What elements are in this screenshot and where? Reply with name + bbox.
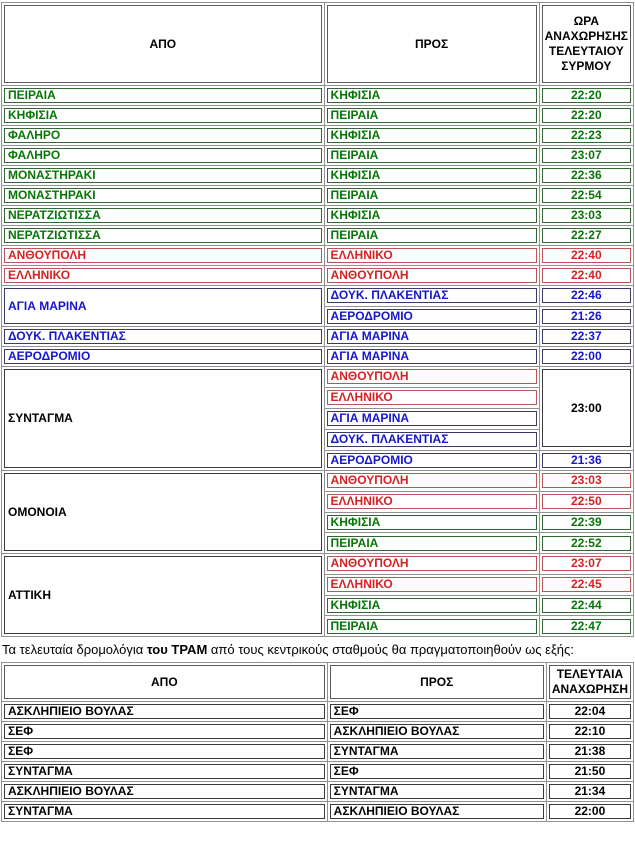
to-cell: [324, 367, 539, 388]
time-cell: [539, 206, 633, 226]
table-row: [2, 782, 634, 802]
departure-time-label: 22:44: [542, 598, 631, 613]
table-row: [2, 347, 634, 367]
to-station-label: ΑΓΙΑ ΜΑΡΙΝΑ: [327, 411, 537, 426]
from-station-label: ΣΕΦ: [4, 744, 325, 759]
to-station-label: ΔΟΥΚ. ΠΛΑΚΕΝΤΙΑΣ: [327, 288, 537, 303]
to-cell: [324, 554, 539, 575]
table-row: [2, 742, 634, 762]
time-cell: [546, 742, 633, 762]
to-cell: [324, 166, 539, 186]
from-cell: [2, 702, 328, 722]
to-cell: [327, 722, 546, 742]
departure-time-label: 22:04: [549, 704, 631, 719]
tram-note-prefix: Τα τελευταία δρομολόγια: [2, 642, 147, 657]
table-row: [2, 126, 634, 146]
departure-time-label: 23:00: [542, 369, 631, 447]
from-cell: [2, 742, 328, 762]
departure-time-label: 22:52: [542, 536, 631, 551]
to-cell: [324, 186, 539, 206]
to-cell: [324, 429, 539, 450]
departure-time-label: 21:34: [549, 784, 631, 799]
to-cell: [324, 471, 539, 492]
to-station-label: ΑΕΡΟΔΡΟΜΙΟ: [327, 309, 537, 324]
to-station-label: ΣΥΝΤΑΓΜΑ: [330, 744, 544, 759]
from-cell: [2, 186, 325, 206]
tram-last-departure-table: [1, 662, 634, 822]
departure-time-label: 22:20: [542, 108, 631, 123]
to-cell: [324, 266, 539, 286]
from-station-label: ΔΟΥΚ. ΠΛΑΚΕΝΤΙΑΣ: [4, 329, 322, 344]
column-header-label: ΠΡΟΣ: [330, 665, 544, 699]
departure-time-label: 22:45: [542, 577, 631, 592]
departure-time-label: 23:07: [542, 556, 631, 571]
departure-time-label: 23:03: [542, 208, 631, 223]
from-cell: [2, 762, 328, 782]
to-station-label: ΕΛΛΗΝΙΚΟ: [327, 390, 537, 405]
table-row: [2, 226, 634, 246]
time-cell: [539, 146, 633, 166]
from-station-label: ΦΑΛΗΡΟ: [4, 128, 322, 143]
from-cell: [2, 286, 325, 327]
to-station-label: ΣΥΝΤΑΓΜΑ: [330, 784, 544, 799]
to-station-label: ΠΕΙΡΑΙΑ: [327, 619, 537, 634]
to-station-label: ΚΗΦΙΣΙΑ: [327, 128, 537, 143]
table-row: [2, 166, 634, 186]
from-cell: [2, 471, 325, 554]
from-station-label: ΕΛΛΗΝΙΚΟ: [4, 268, 322, 283]
to-station-label: ΠΕΙΡΑΙΑ: [327, 148, 537, 163]
time-cell: [539, 286, 633, 307]
departure-time-label: 22:46: [542, 288, 631, 303]
departure-time-label: 22:39: [542, 515, 631, 530]
table-row: [2, 802, 634, 822]
from-station-label: ΣΥΝΤΑΓΜΑ: [4, 804, 325, 819]
departure-time-label: 22:27: [542, 228, 631, 243]
time-cell: [539, 306, 633, 327]
time-cell: [539, 327, 633, 347]
from-station-label: ΣΥΝΤΑΓΜΑ: [4, 369, 322, 468]
departure-time-label: 22:20: [542, 88, 631, 103]
to-cell: [324, 86, 539, 106]
to-station-label: ΑΣΚΛΗΠΙΕΙΟ ΒΟΥΛΑΣ: [330, 724, 544, 739]
time-cell: [539, 595, 633, 616]
table-row: [2, 206, 634, 226]
to-cell: [324, 595, 539, 616]
tram-note-suffix: από τους κεντρικούς σταθμούς θα πραγματοποιηθούν ως εξής:: [207, 642, 574, 657]
time-cell: [539, 450, 633, 470]
departure-time-label: 22:54: [542, 188, 631, 203]
from-station-label: ΜΟΝΑΣΤΗΡΑΚΙ: [4, 188, 322, 203]
tram_table-header-cell-0: [2, 663, 328, 702]
to-station-label: ΔΟΥΚ. ΠΛΑΚΕΝΤΙΑΣ: [327, 432, 537, 447]
time-cell: [539, 554, 633, 575]
to-station-label: ΠΕΙΡΑΙΑ: [327, 536, 537, 551]
to-cell: [324, 616, 539, 637]
from-cell: [2, 266, 325, 286]
tram-note-bold: του ΤΡΑΜ: [146, 642, 208, 657]
column-header-label: ΤΕΛΕΥΤΑΙΑ ΑΝΑΧΩΡΗΣΗ: [549, 665, 631, 699]
from-station-label: ΝΕΡΑΤΖΙΩΤΙΣΣΑ: [4, 208, 322, 223]
to-cell: [324, 387, 539, 408]
from-cell: [2, 554, 325, 637]
to-station-label: ΑΝΘΟΥΠΟΛΗ: [327, 369, 537, 384]
from-station-label: ΠΕΙΡΑΙΑ: [4, 88, 322, 103]
from-station-label: ΦΑΛΗΡΟ: [4, 148, 322, 163]
from-cell: [2, 86, 325, 106]
tram-timetable: [1, 662, 634, 822]
departure-time-label: 22:50: [542, 494, 631, 509]
to-cell: [324, 206, 539, 226]
time-cell: [539, 86, 633, 106]
to-station-label: ΑΣΚΛΗΠΙΕΙΟ ΒΟΥΛΑΣ: [330, 804, 544, 819]
to-cell: [324, 126, 539, 146]
from-station-label: ΑΕΡΟΔΡΟΜΙΟ: [4, 349, 322, 364]
from-cell: [2, 206, 325, 226]
column-header-label: ΑΠΟ: [4, 5, 322, 83]
from-station-label: ΑΣΚΛΗΠΙΕΙΟ ΒΟΥΛΑΣ: [4, 704, 325, 719]
to-station-label: ΑΝΘΟΥΠΟΛΗ: [327, 473, 537, 488]
to-station-label: ΕΛΛΗΝΙΚΟ: [327, 577, 537, 592]
time-cell: [539, 512, 633, 533]
metro-last-train-table: [1, 2, 634, 637]
from-station-label: ΝΕΡΑΤΖΙΩΤΙΣΣΑ: [4, 228, 322, 243]
table-row: [2, 367, 634, 388]
to-station-label: ΚΗΦΙΣΙΑ: [327, 598, 537, 613]
to-cell: [324, 246, 539, 266]
to-station-label: ΕΛΛΗΝΙΚΟ: [327, 248, 537, 263]
metro_table-header-cell-0: [2, 3, 325, 86]
to-cell: [324, 347, 539, 367]
time-cell: [539, 471, 633, 492]
to-station-label: ΑΓΙΑ ΜΑΡΙΝΑ: [327, 349, 537, 364]
to-station-label: ΚΗΦΙΣΙΑ: [327, 208, 537, 223]
table-row: [2, 266, 634, 286]
from-station-label: ΑΝΘΟΥΠΟΛΗ: [4, 248, 322, 263]
time-cell: [539, 126, 633, 146]
departure-time-label: 22:00: [549, 804, 631, 819]
tram_table-header-cell-1: [327, 663, 546, 702]
to-station-label: ΚΗΦΙΣΙΑ: [327, 88, 537, 103]
table-row: [2, 186, 634, 206]
tram_table-header-cell-2: [546, 663, 633, 702]
to-station-label: ΑΓΙΑ ΜΑΡΙΝΑ: [327, 329, 537, 344]
table-row: [2, 471, 634, 492]
metro_table-header-cell-2: [539, 3, 633, 86]
to-cell: [324, 512, 539, 533]
column-header-label: ΩΡΑ ΑΝΑΧΩΡΗΣΗΣ ΤΕΛΕΥΤΑΙΟΥ ΣΥΡΜΟΥ: [542, 5, 631, 83]
from-station-label: ΜΟΝΑΣΤΗΡΑΚΙ: [4, 168, 322, 183]
to-cell: [324, 106, 539, 126]
from-cell: [2, 166, 325, 186]
from-cell: [2, 327, 325, 347]
to-cell: [327, 762, 546, 782]
metro-timetable: [1, 2, 634, 637]
time-cell: [539, 616, 633, 637]
to-cell: [324, 327, 539, 347]
time-cell: [546, 762, 633, 782]
time-cell: [539, 491, 633, 512]
from-cell: [2, 226, 325, 246]
table-row: [2, 327, 634, 347]
to-station-label: ΑΝΘΟΥΠΟΛΗ: [327, 556, 537, 571]
time-cell: [539, 574, 633, 595]
from-station-label: ΚΗΦΙΣΙΑ: [4, 108, 322, 123]
to-station-label: ΣΕΦ: [330, 764, 544, 779]
time-cell: [546, 702, 633, 722]
time-cell: [539, 533, 633, 554]
to-cell: [324, 491, 539, 512]
from-cell: [2, 367, 325, 471]
to-station-label: ΠΕΙΡΑΙΑ: [327, 228, 537, 243]
table-row: [2, 762, 634, 782]
from-station-label: ΣΥΝΤΑΓΜΑ: [4, 764, 325, 779]
departure-time-label: 22:40: [542, 248, 631, 263]
from-cell: [2, 802, 328, 822]
to-station-label: ΚΗΦΙΣΙΑ: [327, 515, 537, 530]
to-station-label: ΠΕΙΡΑΙΑ: [327, 188, 537, 203]
table-row: [2, 86, 634, 106]
departure-time-label: 22:37: [542, 329, 631, 344]
to-cell: [324, 574, 539, 595]
to-cell: [324, 286, 539, 307]
to-cell: [327, 802, 546, 822]
table-row: [2, 722, 634, 742]
from-station-label: ΣΕΦ: [4, 724, 325, 739]
to-station-label: ΕΛΛΗΝΙΚΟ: [327, 494, 537, 509]
time-cell: [539, 226, 633, 246]
to-station-label: ΑΕΡΟΔΡΟΜΙΟ: [327, 453, 537, 468]
from-cell: [2, 146, 325, 166]
to-cell: [324, 408, 539, 429]
metro_table-header-cell-1: [324, 3, 539, 86]
departure-time-label: 23:07: [542, 148, 631, 163]
from-station-label: ΑΣΚΛΗΠΙΕΙΟ ΒΟΥΛΑΣ: [4, 784, 325, 799]
time-cell: [539, 347, 633, 367]
time-cell: [539, 166, 633, 186]
tram-note: [2, 642, 634, 658]
time-cell: [539, 246, 633, 266]
from-station-label: ΑΤΤΙΚΗ: [4, 556, 322, 634]
to-cell: [324, 226, 539, 246]
table-row: [2, 106, 634, 126]
departure-time-label: 22:40: [542, 268, 631, 283]
column-header-label: ΠΡΟΣ: [327, 5, 537, 83]
time-cell: [546, 722, 633, 742]
to-cell: [324, 306, 539, 327]
time-cell: [539, 367, 633, 451]
table-row: [2, 554, 634, 575]
from-station-label: ΟΜΟΝΟΙΑ: [4, 473, 322, 551]
time-cell: [546, 782, 633, 802]
header-row: [2, 663, 634, 702]
table-row: [2, 246, 634, 266]
from-cell: [2, 347, 325, 367]
to-cell: [324, 146, 539, 166]
departure-time-label: 21:38: [549, 744, 631, 759]
table-row: [2, 286, 634, 307]
departure-time-label: 21:50: [549, 764, 631, 779]
departure-time-label: 21:26: [542, 309, 631, 324]
departure-time-label: 21:36: [542, 453, 631, 468]
to-cell: [327, 782, 546, 802]
to-station-label: ΑΝΘΟΥΠΟΛΗ: [327, 268, 537, 283]
to-cell: [324, 450, 539, 470]
to-station-label: ΣΕΦ: [330, 704, 544, 719]
column-header-label: ΑΠΟ: [4, 665, 325, 699]
from-cell: [2, 106, 325, 126]
to-cell: [324, 533, 539, 554]
to-station-label: ΠΕΙΡΑΙΑ: [327, 108, 537, 123]
header-row: [2, 3, 634, 86]
departure-time-label: 22:10: [549, 724, 631, 739]
from-cell: [2, 246, 325, 266]
from-station-label: ΑΓΙΑ ΜΑΡΙΝΑ: [4, 288, 322, 324]
time-cell: [539, 106, 633, 126]
departure-time-label: 22:47: [542, 619, 631, 634]
to-cell: [327, 742, 546, 762]
time-cell: [546, 802, 633, 822]
time-cell: [539, 266, 633, 286]
departure-time-label: 22:23: [542, 128, 631, 143]
from-cell: [2, 782, 328, 802]
table-row: [2, 702, 634, 722]
time-cell: [539, 186, 633, 206]
departure-time-label: 23:03: [542, 473, 631, 488]
departure-time-label: 22:00: [542, 349, 631, 364]
departure-time-label: 22:36: [542, 168, 631, 183]
from-cell: [2, 126, 325, 146]
table-row: [2, 146, 634, 166]
from-cell: [2, 722, 328, 742]
to-station-label: ΚΗΦΙΣΙΑ: [327, 168, 537, 183]
to-cell: [327, 702, 546, 722]
